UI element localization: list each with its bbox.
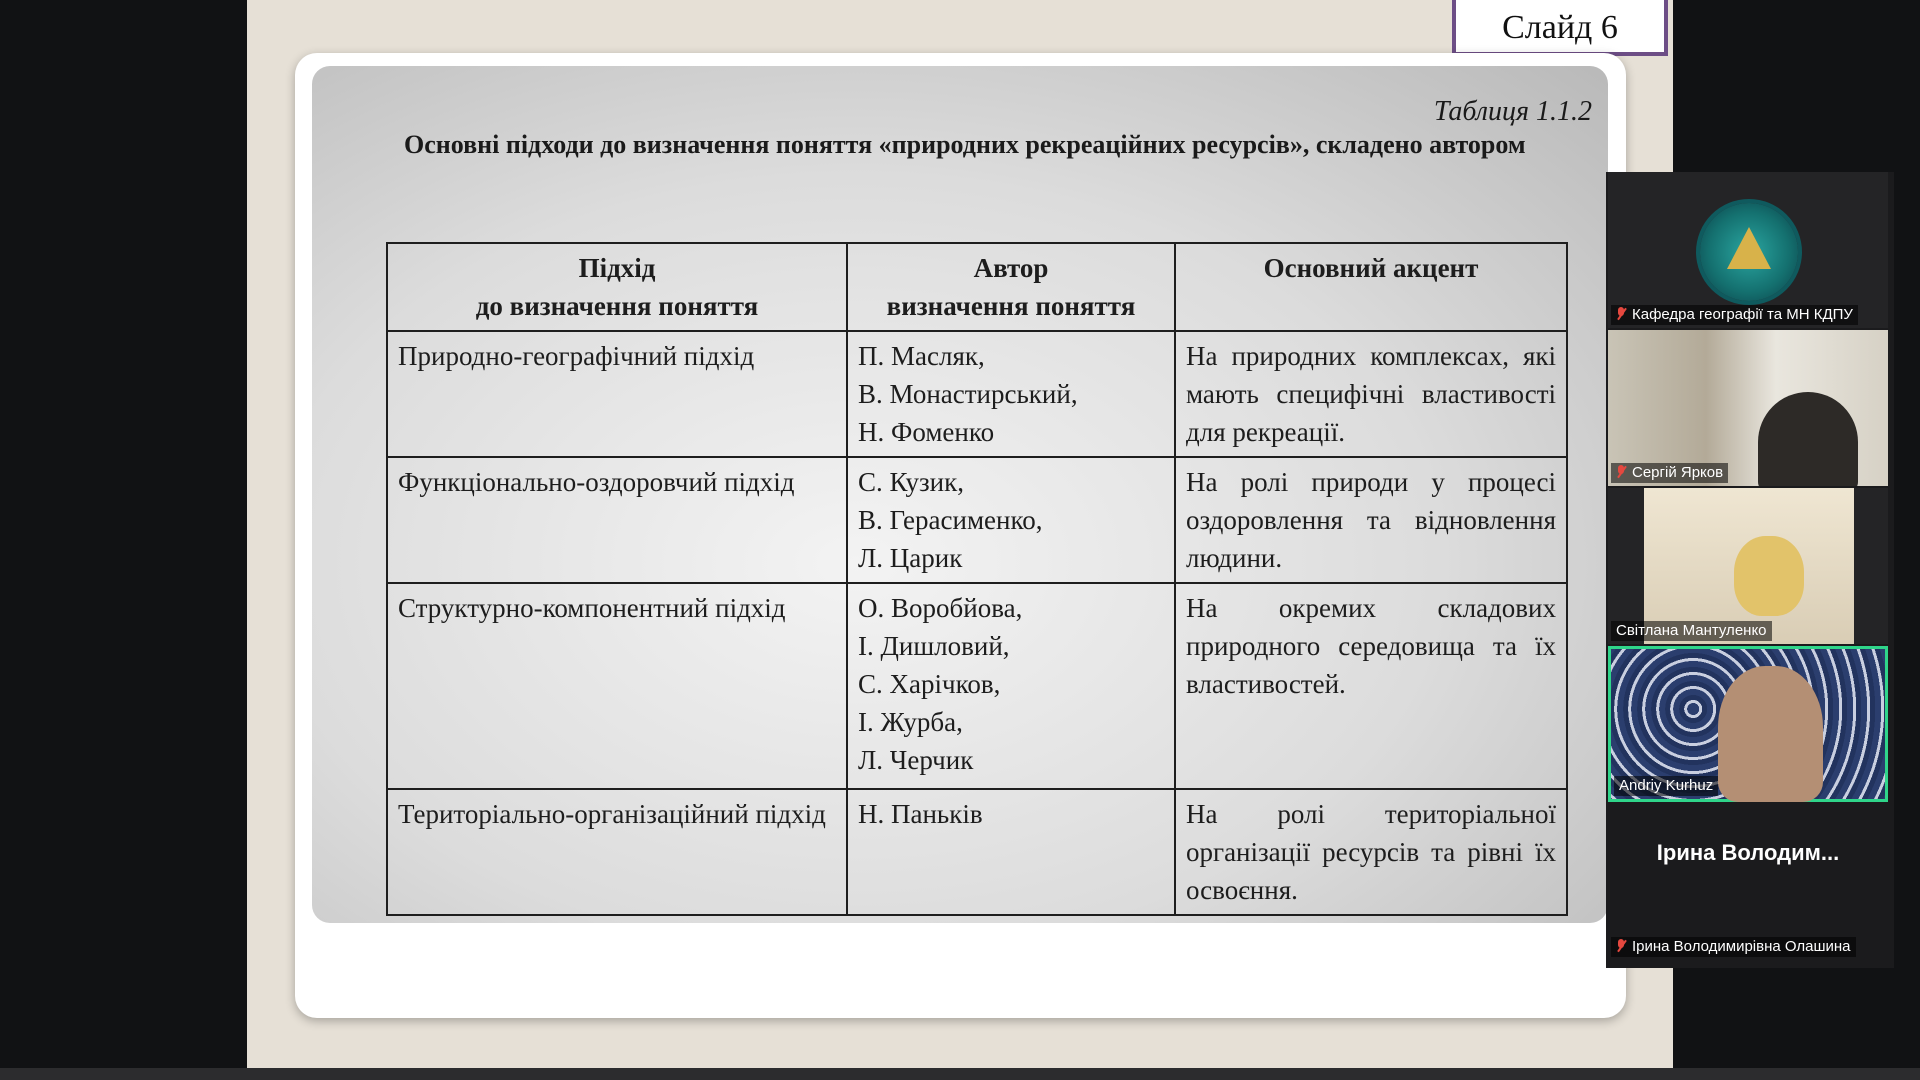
participant-tile-active-speaker[interactable] [1608,646,1888,802]
participant-silhouette [1718,666,1823,802]
participants-panel [1606,172,1894,968]
participant-name-tag: Andriy Kurhuz [1614,776,1718,796]
cell-approach: Територіально-організаційний підхід [387,789,847,915]
cell-approach: Структурно-компонентний підхід [387,583,847,789]
table-row [387,789,1567,915]
cell-authors: О. Воробйова, І. Дишловий, С. Харічков, І. Журба, Л. Черчик [847,583,1175,789]
approaches-table [386,242,1568,916]
table-caption: Основні підходи до визначення поняття «природних рекреаційних ресурсів», складено автором [404,130,1526,159]
table-row [387,457,1567,583]
participant-name-tag: Кафедра географії та МН КДПУ [1611,305,1858,325]
participant-name-tag: Світлана Мантуленко [1611,621,1772,641]
participant-silhouette [1758,392,1858,486]
mic-muted-icon [1616,307,1626,321]
cell-authors: Н. Паньків [847,789,1175,915]
header-accent: Основний акцент [1175,243,1567,331]
table-header-row [387,243,1567,331]
mic-muted-icon [1616,465,1626,479]
table-row [387,583,1567,789]
table-number: Таблиця 1.1.2 [1433,96,1592,127]
cell-authors: П. Масляк, В. Монастирський, Н. Фоменко [847,331,1175,457]
cell-approach: Функціонально-оздоровчий підхід [387,457,847,583]
slide-number-label: Слайд 6 [1452,0,1668,56]
mic-muted-icon [1616,939,1626,953]
header-approach: Підхід до визначення поняття [387,243,847,331]
cell-accent: На окремих складових природного середовища та їх властивостей. [1175,583,1567,789]
document-photo [312,66,1608,923]
cell-authors: С. Кузик, В. Герасименко, Л. Царик [847,457,1175,583]
cell-approach: Природно-географічний підхід [387,331,847,457]
participant-tile[interactable] [1608,488,1888,644]
department-logo [1700,203,1798,301]
participant-tile[interactable] [1608,330,1888,486]
participant-display-name: Ірина Володим... [1656,840,1840,865]
table-row [387,331,1567,457]
cell-accent: На ролі природи у процесі оздоровлення та відновлення людини. [1175,457,1567,583]
participant-name-tag: Ірина Володимирівна Олашина [1611,937,1856,957]
participant-silhouette [1734,536,1804,616]
participant-tile[interactable] [1608,804,1888,960]
cell-accent: На ролі територіальної організації ресурсів та рівні їх освоєння. [1175,789,1567,915]
bottom-strip [0,1068,1920,1080]
header-author: Автор визначення поняття [847,243,1175,331]
participant-name-tag: Сергій Ярков [1611,463,1728,483]
cell-accent: На природних комплексах, які мають специфічні властивості для рекреації. [1175,331,1567,457]
participant-tile[interactable] [1608,172,1888,328]
